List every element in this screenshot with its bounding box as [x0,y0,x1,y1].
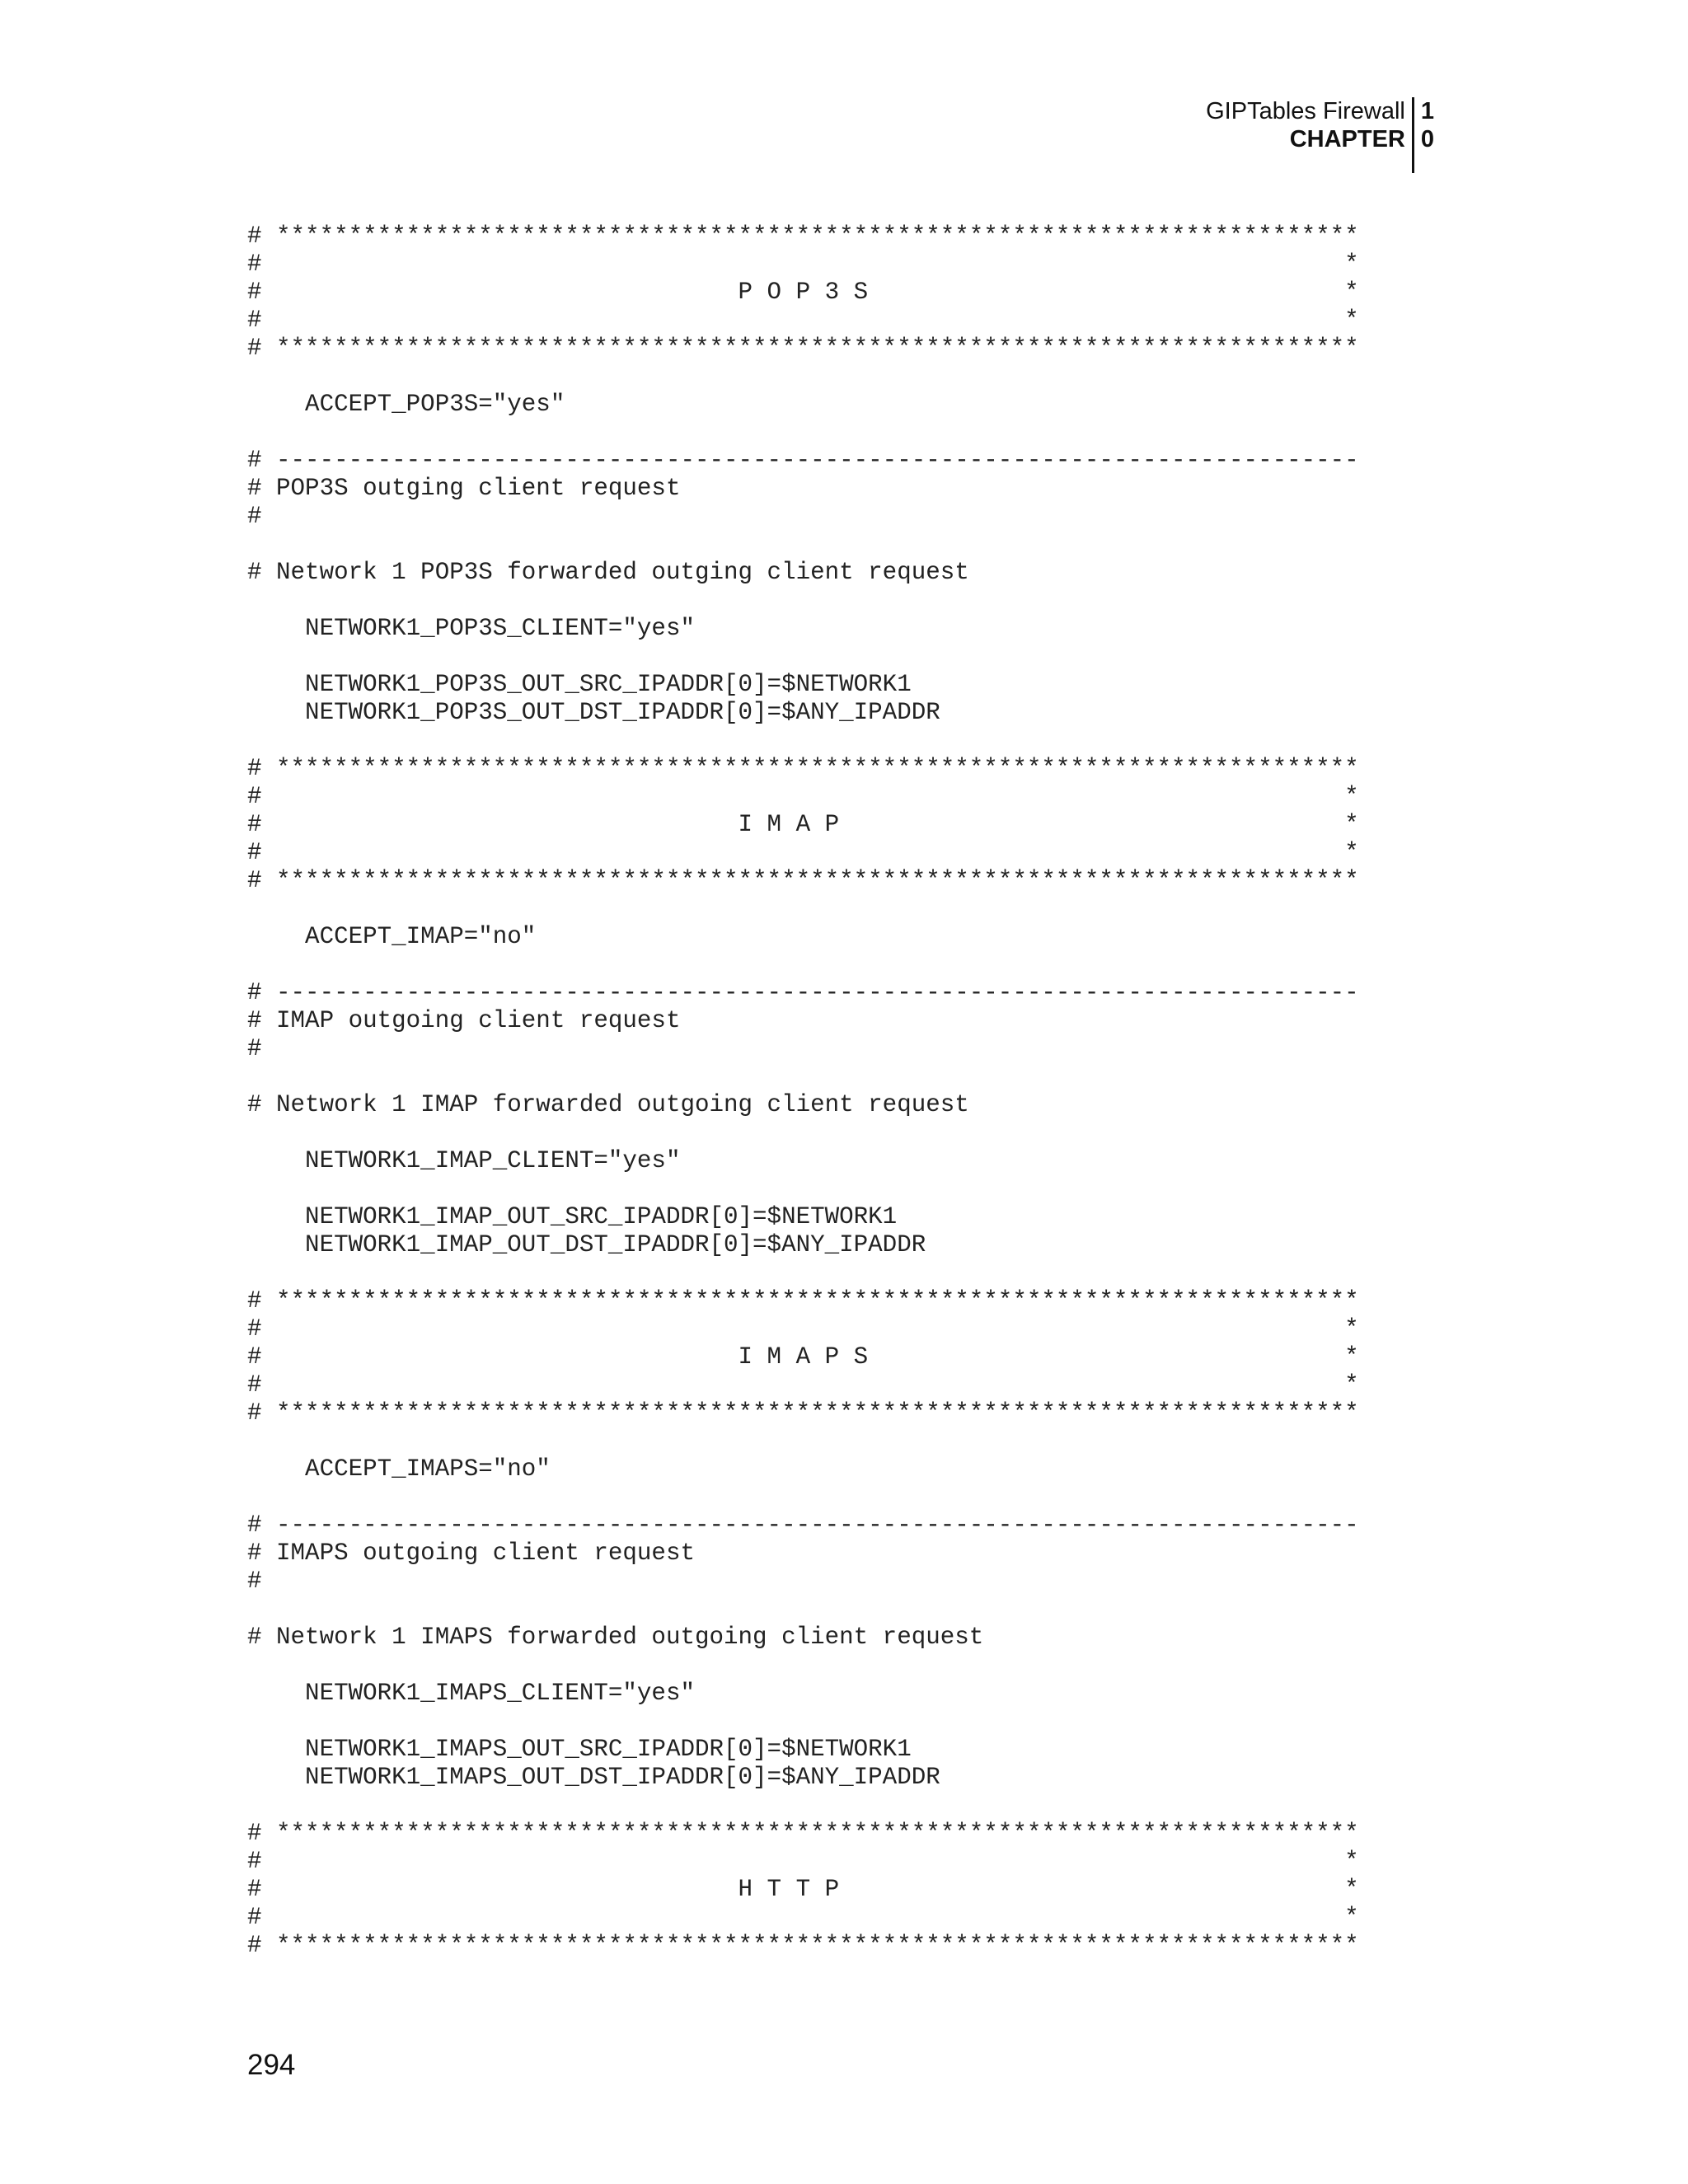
code-line [247,643,1434,671]
code-line: # *************************************************************************** [247,755,1359,782]
code-line: # I M A P S * [247,1343,1359,1371]
code-line [247,1596,1434,1624]
code-line: # --------------------------------------------------------------------------- [247,447,1359,474]
code-line: # * [247,251,1359,278]
code-line: NETWORK1_IMAP_OUT_SRC_IPADDR[0]=$NETWORK1 [247,1203,898,1230]
code-line [247,1259,1434,1287]
code-line: ACCEPT_IMAPS="no" [247,1455,551,1483]
chapter-number-digit: 1 [1420,98,1434,124]
code-line: # IMAPS outgoing client request [247,1540,695,1567]
code-line: # *************************************************************************** [247,223,1359,250]
code-line [247,727,1434,755]
code-line: # [247,1035,262,1062]
code-line: NETWORK1_POP3S_CLIENT="yes" [247,615,695,642]
code-line: # *************************************************************************** [247,1820,1359,1847]
code-line: ACCEPT_IMAP="no" [247,923,537,950]
header-left [1206,97,1412,153]
chapter-number [1414,97,1434,153]
code-line: # *************************************************************************** [247,335,1359,362]
code-line [247,895,1434,923]
code-line [247,1175,1434,1203]
code-line: # * [247,1315,1359,1343]
code-line: NETWORK1_IMAPS_CLIENT="yes" [247,1680,695,1707]
code-line [247,419,1434,447]
code-line: # Network 1 IMAP forwarded outgoing client request [247,1091,969,1118]
code-line [247,951,1434,979]
code-line: # I M A P * [247,811,1359,838]
code-line: # --------------------------------------------------------------------------- [247,979,1359,1006]
code-line [247,363,1434,391]
code-line: # Network 1 POP3S forwarded outging client request [247,559,969,586]
code-line [247,1708,1434,1736]
book-title: GIPTables Firewall [1206,98,1405,124]
code-line: # * [247,1371,1359,1399]
code-line [247,1792,1434,1820]
code-line: # H T T P * [247,1876,1359,1903]
code-line [247,1427,1434,1455]
running-header [1206,97,1434,173]
code-line [247,1652,1434,1680]
code-line: NETWORK1_IMAPS_OUT_DST_IPADDR[0]=$ANY_IPADDR [247,1764,940,1791]
code-line: # *************************************************************************** [247,867,1359,894]
code-line [247,1119,1434,1147]
code-line: # *************************************************************************** [247,1399,1359,1427]
code-line: # Network 1 IMAPS forwarded outgoing client request [247,1624,984,1651]
page-number: 294 [247,2049,296,2081]
code-line: # * [247,1904,1359,1931]
code-line: # * [247,783,1359,810]
code-line: # * [247,839,1359,866]
code-line: # * [247,1848,1359,1875]
code-line: # [247,1568,262,1595]
code-line: NETWORK1_IMAP_OUT_DST_IPADDR[0]=$ANY_IPADDR [247,1231,926,1258]
code-line: # P O P 3 S * [247,279,1359,306]
code-line: # *************************************************************************** [247,1932,1359,1959]
code-line: # [247,503,262,530]
code-line [247,1063,1434,1091]
code-line [247,587,1434,615]
code-line: NETWORK1_POP3S_OUT_DST_IPADDR[0]=$ANY_IPADDR [247,699,940,726]
code-line: # --------------------------------------------------------------------------- [247,1511,1359,1539]
chapter-number-digit: 0 [1420,126,1434,152]
code-line: # IMAP outgoing client request [247,1007,681,1034]
code-line: NETWORK1_POP3S_OUT_SRC_IPADDR[0]=$NETWORK1 [247,671,912,698]
code-line: NETWORK1_IMAPS_OUT_SRC_IPADDR[0]=$NETWORK1 [247,1736,912,1763]
config-code-listing [247,223,1434,1960]
code-line [247,1483,1434,1511]
chapter-label: CHAPTER [1289,126,1405,152]
code-line: ACCEPT_POP3S="yes" [247,391,565,418]
code-line: # * [247,307,1359,334]
code-line: # POP3S outging client request [247,475,681,502]
code-line [247,531,1434,559]
code-line: # *************************************************************************** [247,1287,1359,1315]
code-line: NETWORK1_IMAP_CLIENT="yes" [247,1147,681,1174]
